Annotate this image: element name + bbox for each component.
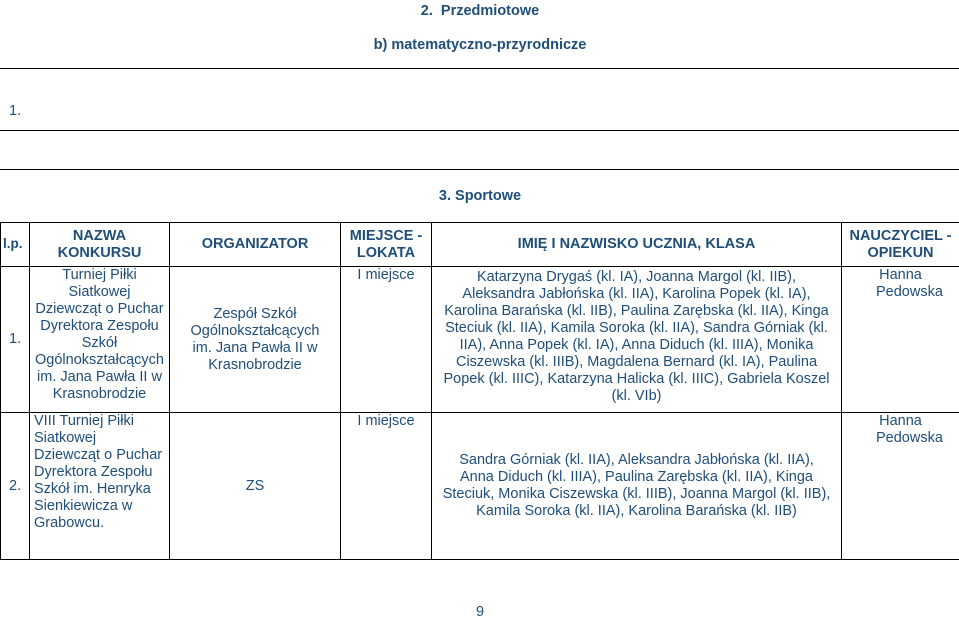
row-2-teacher: Hanna Pedowska bbox=[842, 413, 959, 560]
row-1-lp: 1. bbox=[1, 267, 30, 413]
header-organizer: ORGANIZATOR bbox=[170, 223, 341, 267]
empty-row-box bbox=[0, 130, 959, 170]
header-place: MIEJSCE - LOKATA bbox=[341, 223, 432, 267]
row-1-students: Katarzyna Drygaś (kl. IA), Joanna Margol (kl. IIB), Aleksandra Jabłońska (kl. IIA), Karolina Popek (kl. IA), Karolina Barańska (kl. IIB), Paulina Zarębska (kl. IIA), Kinga Steciuk (kl. IIA), Kamila Soroka (kl. IIA), Sandra Górniak (kl. IIA), Anna Popek (kl. IA), Anna Diduch (kl. IIIA), Monika Ciszewska (kl. IIIB), Magdalena Bernard (kl. IA), Paulina Popek (kl. IIIC), Katarzyna Halicka (kl. IIIC), Gabriela Koszel (kl. VIb) bbox=[432, 267, 842, 413]
sport-heading: 3. Sportowe bbox=[380, 188, 580, 205]
table-header-row bbox=[1, 223, 959, 267]
row-2-place: I miejsce bbox=[341, 413, 432, 560]
table-row bbox=[1, 413, 959, 560]
header-lp: l.p. bbox=[1, 223, 30, 267]
row-1-organizer: Zespół Szkół Ogólnokształcących im. Jana Pawła II w Krasnobrodzie bbox=[170, 267, 341, 413]
section-subheading: b) matematyczno-przyrodnicze bbox=[330, 37, 630, 54]
section-2-heading: 2. Przedmiotowe bbox=[380, 3, 580, 20]
row-1-place: I miejsce bbox=[341, 267, 432, 413]
row-1-teacher: Hanna Pedowska bbox=[842, 267, 959, 413]
competition-table bbox=[0, 222, 959, 560]
header-students: IMIĘ I NAZWISKO UCZNIA, KLASA bbox=[432, 223, 842, 267]
page-number: 9 bbox=[460, 604, 500, 621]
row-2-lp: 2. bbox=[1, 413, 30, 560]
header-teacher: NAUCZYCIEL - OPIEKUN bbox=[842, 223, 959, 267]
row-1-name: Turniej Piłki Siatkowej Dziewcząt o Puchar Dyrektora Zespołu Szkół Ogólnokształcących im. Jana Pawła II w Krasnobrodzie bbox=[30, 267, 170, 413]
subsection-item-number: 1. bbox=[9, 103, 21, 120]
header-name: NAZWA KONKURSU bbox=[30, 223, 170, 267]
subsection-item-box bbox=[0, 68, 959, 131]
row-2-students: Sandra Górniak (kl. IIA), Aleksandra Jabłońska (kl. IIA), Anna Diduch (kl. IIIA), Paulina Zarębska (kl. IIA), Kinga Steciuk, Monika Ciszewska (kl. IIIB), Joanna Margol (kl. IIB), Kamila Soroka (kl. IIA), Karolina Barańska (kl. IIB) bbox=[432, 413, 842, 560]
row-2-name: VIII Turniej Piłki Siatkowej Dziewcząt o Puchar Dyrektora Zespołu Szkół im. Henryka Sienkiewicza w Grabowcu. bbox=[30, 413, 170, 560]
row-2-organizer: ZS bbox=[170, 413, 341, 560]
table-row bbox=[1, 267, 959, 413]
